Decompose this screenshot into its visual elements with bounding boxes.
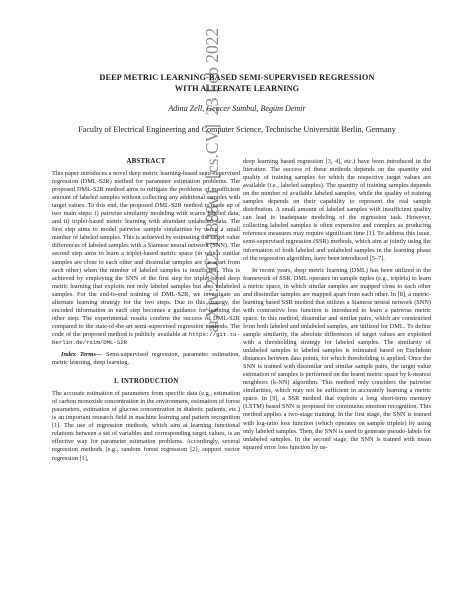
- index-terms-label: Index Terms—: [61, 351, 103, 359]
- left-column: [52, 157, 240, 463]
- right-paragraph-1: deep learning based regression [3, 4], etc.) have been introduced in the literature. The success of these methods depends on the quantity and quality of training samples for which the respective target values are available (i.e., labeled samples). The quantity of training samples depends on the number of available labeled samples, while the quality of training samples depends on their capability to represent the real sample distribution. A small amount of labeled samples with insufficient quality can lead to inadequate modeling of the regression task. However, collecting labeled samples is often expensive and complex as producing reference measures may require significant time [1]. To address this issue, semi-supervised regression (SSR) methods, which aim at jointly using the information of both labeled and unlabeled samples in the learning phase of the regression algorithm, have been introduced [5–7].: [243, 158, 431, 262]
- index-terms: [52, 351, 240, 367]
- paper-affiliation: Faculty of Electrical Engineering and Computer Science, Technische Universität Berlin, Germany: [78, 125, 396, 134]
- abstract-body: This paper introduces a novel deep metric learning-based semi-supervised regression (DML-S2R) method for parameter estimation problems. The proposed DML-S2R method aims to mitigate the problems of insufficient amount of labeled samples without collecting any additional samples with target values. To this end, the proposed DML-S2R method is made up of two main steps: i) pairwise similarity modeling with scarce labeled data; and ii) triplet-based metric learning with abundant unlabeled data. The first step aims to model pairwise sample similarities by using a small number of labeled samples. This is achieved by estimating the target value differences of labeled samples with a Siamese neural network (SNN). The second step aims to learn a triplet-based metric space (in which similar samples are close to each other and dissimilar samples are far apart from each other) when the number of labeled samples is insufficient. This is achieved by employing the SNN of the first step for triplet-based deep metric learning that exploits not only labeled samples but also unlabeled samples. For the end-to-end training of DML-S2R, we investigate an alternate learning strategy for the two steps. Due to this strategy, the encoded information in each step becomes a guidance for learning the other step. The experimental results confirm the success of DML-S2R compared to the state-of-the-art semi-supervised regression methods. The code of the proposed method is publicly available at: [52, 170, 240, 338]
- introduction-text: The accurate estimation of parameters from specific data (e.g., estimation of carbon monoxide concentration in the environment, estimation of forest parameters, estimation of glucose concentration in diabetic patients, etc.) is an important research field in machine learning and pattern recognition [1]. The use of regression methods, which aim at learning functional relations between a set of variables and corresponding target values, is an effective way for parameter estimation problems. Accordingly, several regression methods (e.g., random forest regression [2], support vector regression [1],: [52, 390, 240, 462]
- paper-authors: Adina Zell, Gencer Sumbul, Begüm Demir: [168, 104, 306, 113]
- index-terms-text: Semi-supervised regression, parameter estimation, metric learning, deep learning.: [52, 351, 241, 367]
- abstract-text: [52, 170, 240, 347]
- right-column: [243, 158, 431, 452]
- paper-title: [40, 72, 434, 94]
- introduction-heading: 1. INTRODUCTION: [113, 378, 179, 386]
- right-paragraph-2: In recent years, deep metric learning (DML) has been utilized in the framework of SSR. DML operates on sample tuples (e.g., triplets) to learn a metric space, in which similar samples are mapped close to each other and dissimilar samples are mapped apart from each other. In [8], a metric-learning based SSR method that utilizes a Siamese neural network (SNN) with contrastive loss function is introduced to learn a pairwise metric space. In this method, dissimilar and similar pairs, which are constructed from both labeled and unlabeled samples, are utilized for DML. To define sample similarity, the absolute differences of target values are exploited with a thresholding strategy for labeled samples. The similarity of unlabeled samples to labeled samples is estimated based on Euclidean distances between data points, for which thresholding is applied. Once the SNN is trained with dissimilar and similar sample pairs, the target value estimation of samples is performed on the learnt metric space by k-nearest neighbors (k-NN) algorithm. This method only considers the pairwise similarities, which may not be sufficient in accurately learning a metric space. In [9], a SSR method that exploits a long short-term memory (LSTM) based SNN is proposed for continuous emotion recognition. This method applies a two-stage training. In the first stage, the SNN is trained with log-ratio loss function (which operates on sample triplets) by using only labeled samples. Then, the SNN is used to generate pseudo-labels for unlabeled samples. In the second stage, the SNN is trained with mean squared error loss function by us-: [243, 266, 431, 451]
- arxiv-identifier-text: arXiv:2202.11388v1 [cs.CV] 23 Feb 2022: [202, 27, 222, 333]
- code-url-link[interactable]: https://git.tu-berlin.de/rsim/DML-S2R: [52, 330, 241, 346]
- title-line-2: WITH ALTERNATE LEARNING: [174, 84, 300, 93]
- title-line-1: DEEP METRIC LEARNING-BASED SEMI-SUPERVISED REGRESSION: [99, 73, 375, 82]
- abstract-heading: ABSTRACT: [126, 158, 166, 165]
